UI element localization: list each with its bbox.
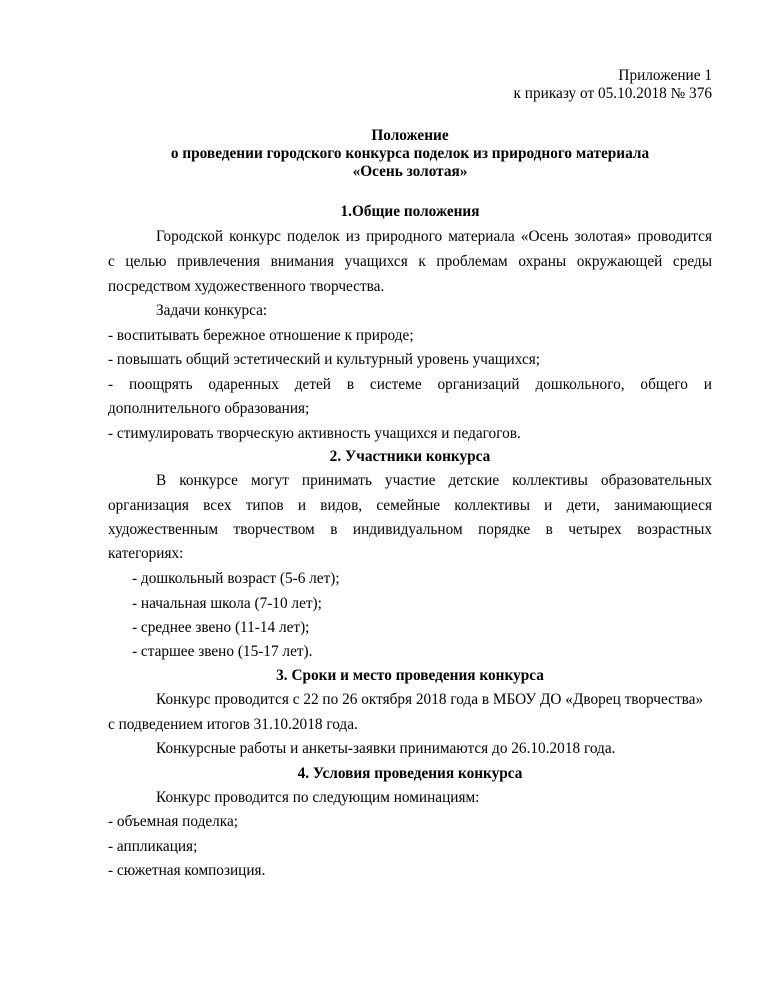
list-item: - дошкольный возраст (5-6 лет); xyxy=(132,570,340,587)
section-3-heading: 3. Сроки и место проведения конкурса xyxy=(276,667,544,684)
paragraph-line: категориях: xyxy=(108,545,184,562)
section-2-heading: 2. Участники конкурса xyxy=(329,448,491,465)
paragraph-line: организация всех типов и видов, семейные коллективы и дети, занимающиеся xyxy=(108,497,712,514)
section-1-heading: 1.Общие положения xyxy=(340,203,480,220)
paragraph-line: Конкурс проводится с 22 по 26 октября 2018 года в МБОУ ДО «Дворец творчества» xyxy=(156,691,704,708)
order-reference: к приказу от 05.10.2018 № 376 xyxy=(513,85,712,102)
paragraph-line: художественным творчеством в индивидуальном порядке в четырех возрастных xyxy=(108,521,712,538)
list-item: - старшее звено (15-17 лет). xyxy=(132,643,313,660)
list-item: - сюжетная композиция. xyxy=(108,862,266,879)
tasks-label: Задачи конкурса: xyxy=(156,302,268,319)
paragraph-line: В конкурсе могут принимать участие детские коллективы образовательных xyxy=(156,472,712,489)
list-item: - среднее звено (11-14 лет); xyxy=(132,619,310,636)
list-item: - начальная школа (7-10 лет); xyxy=(132,595,322,612)
document-subtitle: о проведении городского конкурса поделок из природного материала xyxy=(170,145,650,162)
list-item: - стимулировать творческую активность учащихся и педагогов. xyxy=(108,425,521,442)
list-item: - поощрять одаренных детей в системе организаций дошкольного, общего и xyxy=(108,376,712,393)
list-item: - повышать общий эстетический и культурный уровень учащихся; xyxy=(108,351,541,368)
paragraph-line: Конкурс проводится по следующим номинациям: xyxy=(156,789,480,806)
paragraph-line: с подведением итогов 31.10.2018 года. xyxy=(108,716,358,733)
section-4-heading: 4. Условия проведения конкурса xyxy=(297,765,523,782)
list-item: - объемная поделка; xyxy=(108,813,239,830)
list-item: - воспитывать бережное отношение к природе; xyxy=(108,327,414,344)
list-item: - аппликация; xyxy=(108,838,198,855)
paragraph-line: посредством художественного творчества. xyxy=(108,278,385,295)
appendix-label: Приложение 1 xyxy=(618,67,712,84)
paragraph-line: Городской конкурс поделок из природного материала «Осень золотая» проводится xyxy=(156,228,712,245)
document-title: Положение xyxy=(371,127,449,144)
paragraph-line: с целью привлечения внимания учащихся к проблемам охраны окружающей среды xyxy=(108,253,712,270)
paragraph-line: Конкурсные работы и анкеты-заявки принимаются до 26.10.2018 года. xyxy=(156,740,616,757)
list-item: дополнительного образования; xyxy=(108,400,310,417)
contest-name: «Осень золотая» xyxy=(352,163,468,180)
